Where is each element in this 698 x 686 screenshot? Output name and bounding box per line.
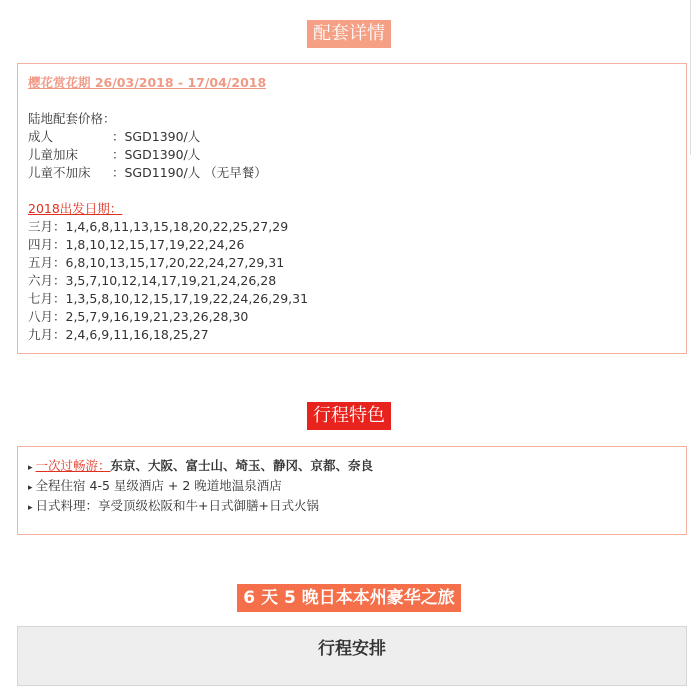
- triangle-bullet-icon: ▸: [28, 503, 33, 513]
- features-box: [17, 446, 687, 535]
- departure-row-jul: 七月：1,3,5,8,10,12,15,17,19,22,24,26,29,31: [28, 291, 309, 306]
- package-details-box: [17, 63, 687, 354]
- price-row-child-no-bed: [28, 164, 676, 182]
- itinerary-title: 行程安排: [318, 639, 386, 659]
- features-heading-wrap: [0, 402, 698, 430]
- price-value: ：SGD1190/人 （无早餐）: [112, 165, 267, 180]
- departure-row-aug: 八月：2,5,7,9,16,19,21,23,26,28,30: [28, 309, 249, 324]
- feature-item: [28, 477, 676, 497]
- sakura-period-link[interactable]: 樱花赏花期 26/03/2018 - 17/04/2018: [28, 75, 267, 90]
- departure-heading: 2018出发日期：: [28, 201, 123, 216]
- departure-row-apr: 四月：1,8,10,12,15,17,19,22,24,26: [28, 237, 245, 252]
- price-value: ：SGD1390/人: [112, 147, 201, 162]
- departure-row-mar: 三月：1,4,6,8,11,13,15,18,20,22,25,27,29: [28, 219, 289, 234]
- tour-heading: 6 天 5 晚日本本州豪华之旅: [237, 584, 460, 612]
- package-heading-wrap: [0, 20, 698, 48]
- price-row-adult: [28, 128, 676, 146]
- feature-text: 全程住宿 4-5 星级酒店 + 2 晚道地温泉酒店: [35, 478, 282, 493]
- departure-row-jun: 六月：3,5,7,10,12,14,17,19,21,24,26,28: [28, 273, 277, 288]
- package-heading: 配套详情: [307, 20, 391, 48]
- price-heading: 陆地配套价格：: [28, 111, 116, 126]
- price-value: ：SGD1390/人: [112, 129, 201, 144]
- itinerary-tab[interactable]: [17, 626, 687, 686]
- feature-item: [28, 457, 676, 477]
- feature-text: 东京、大阪、富士山、埼玉、静冈、京都、奈良: [110, 458, 374, 473]
- feature-item: [28, 497, 676, 517]
- feature-highlight: 一次过畅游：: [35, 458, 111, 473]
- triangle-bullet-icon: ▸: [28, 483, 33, 493]
- triangle-bullet-icon: ▸: [28, 463, 33, 473]
- departure-row-sep: 九月：2,4,6,9,11,16,18,25,27: [28, 327, 209, 342]
- feature-text: 日式料理：享受顶级松阪和牛+日式御膳+日式火锅: [35, 498, 319, 513]
- price-label: 儿童加床: [28, 147, 79, 162]
- price-label: 成人: [28, 129, 54, 144]
- price-label: 儿童不加床: [28, 165, 91, 180]
- departure-row-may: 五月：6,8,10,13,15,17,20,22,24,27,29,31: [28, 255, 285, 270]
- tour-heading-wrap: [0, 584, 698, 612]
- price-row-child-bed: [28, 146, 676, 164]
- features-heading: 行程特色: [307, 402, 391, 430]
